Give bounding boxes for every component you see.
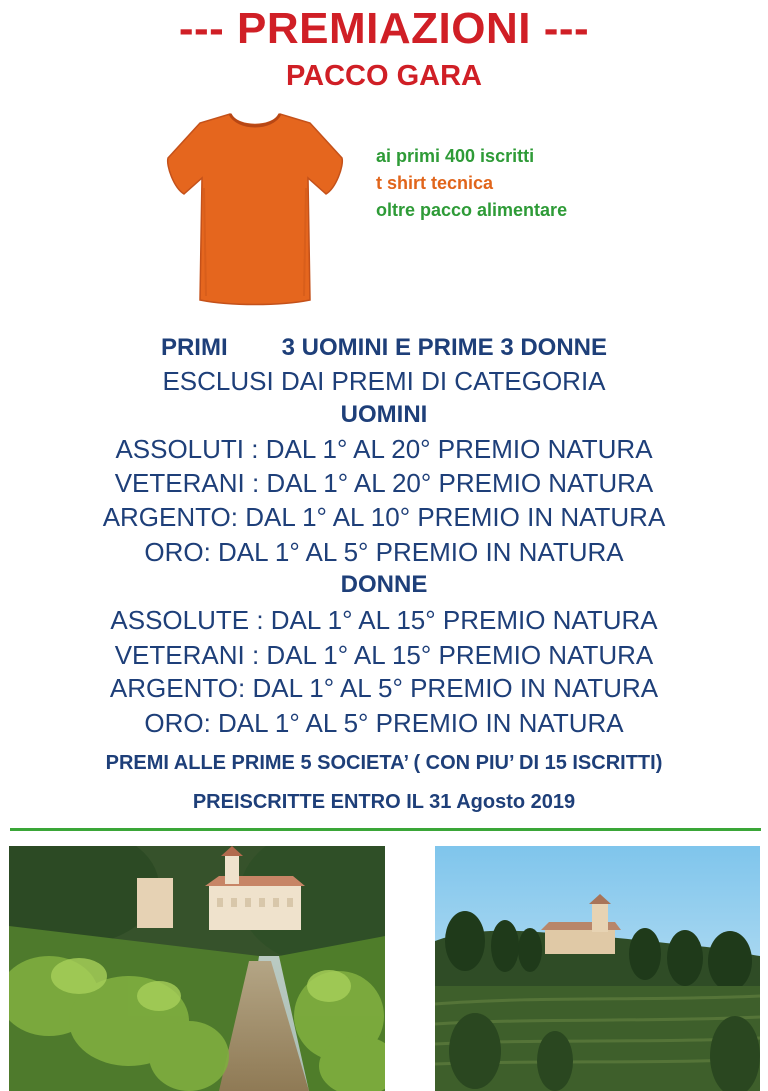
vineyard-villa-photo <box>9 846 385 1091</box>
donne-line-2: VETERANI : DAL 1° AL 15° PREMIO NATURA <box>114 640 654 670</box>
uomini-line-1: ASSOLUTI : DAL 1° AL 20° PREMIO NATURA <box>115 434 653 464</box>
preiscritte-line: PREISCRITTE ENTRO IL 31 Agosto 2019 <box>192 791 576 813</box>
page-title: --- PREMIAZIONI --- <box>178 4 590 53</box>
page-subtitle: PACCO GARA <box>285 60 483 92</box>
primi-line <box>0 334 768 362</box>
donne-heading: DONNE <box>340 571 428 598</box>
donne-line-1: ASSOLUTE : DAL 1° AL 15° PREMIO NATURA <box>110 605 658 635</box>
tshirt-icon <box>160 108 350 308</box>
uomini-heading: UOMINI <box>340 401 428 428</box>
societa-line: PREMI ALLE PRIME 5 SOCIETA’ ( CON PIU’ DI 15 ISCRITTI) <box>105 752 663 774</box>
uomini-line-3: ARGENTO: DAL 1° AL 10° PREMIO IN NATURA <box>102 502 666 532</box>
pacco-line-1: ai primi 400 iscritti <box>376 146 535 166</box>
pacco-line-2: t shirt tecnica <box>376 173 494 193</box>
primi-label: PRIMI <box>160 334 228 361</box>
donne-line-3: ARGENTO: DAL 1° AL 5° PREMIO IN NATURA <box>109 673 659 703</box>
uomini-line-4: ORO: DAL 1° AL 5° PREMIO IN NATURA <box>144 537 624 567</box>
pacco-line-3: oltre pacco alimentare <box>376 200 568 220</box>
hilltop-church-photo <box>435 846 760 1091</box>
green-divider <box>10 828 761 831</box>
tshirt-body <box>168 114 343 305</box>
esclusi-line: ESCLUSI DAI PREMI DI CATEGORIA <box>162 366 606 396</box>
primi-value: 3 UOMINI E PRIME 3 DONNE <box>281 334 608 361</box>
uomini-line-2: VETERANI : DAL 1° AL 20° PREMIO NATURA <box>114 468 654 498</box>
donne-line-4: ORO: DAL 1° AL 5° PREMIO IN NATURA <box>144 708 624 738</box>
